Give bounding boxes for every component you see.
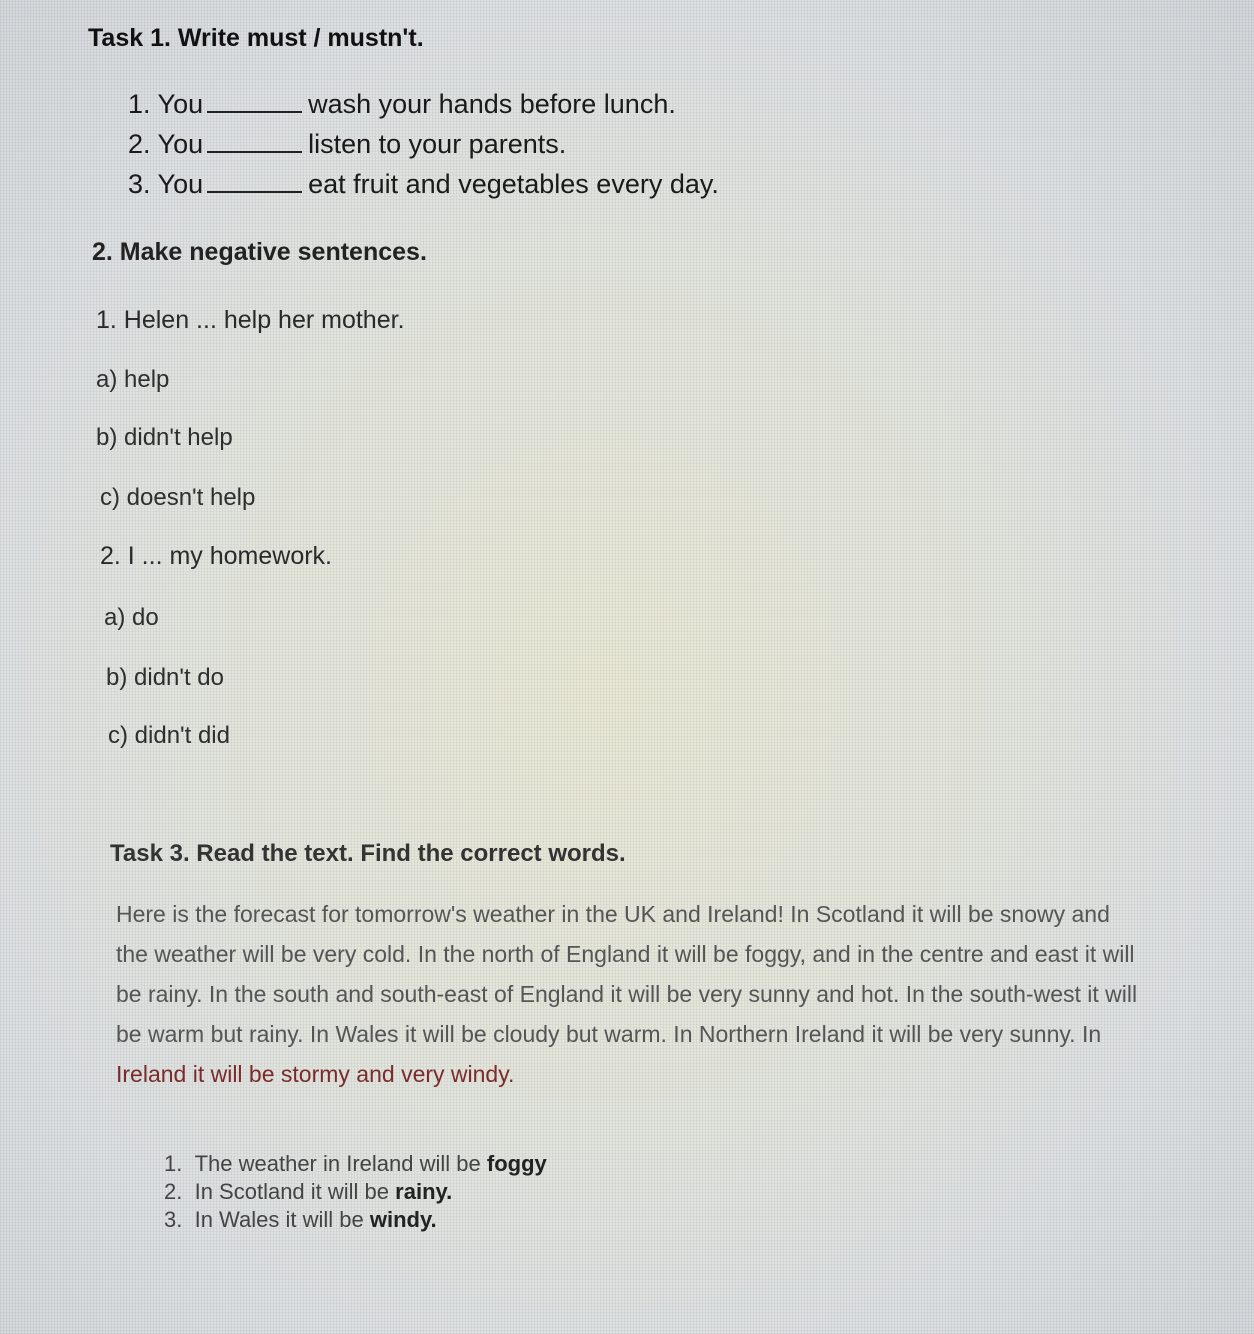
item-rest: listen to your parents. <box>308 129 567 159</box>
weather-text-main: Here is the forecast for tomorrow's weather in the UK and Ireland! In Scotland it will be snowy and the weather will be very cold. In the north of England it will be foggy, and in the centre and east it will be rainy. In the south and south-east of England it will be very sunny and hot. In the south-west it will be warm but rainy. In Wales it will be cloudy but warm. In Northern Ireland it will be very sunny. In <box>116 901 1138 1047</box>
task3-item <box>164 1206 547 1234</box>
task3-list <box>164 1150 547 1234</box>
item-text: In Scotland it will be <box>194 1179 390 1204</box>
item-subject: You <box>157 89 204 119</box>
item-number: 3. <box>128 169 151 199</box>
item-word: windy. <box>369 1207 437 1232</box>
item-subject: You <box>157 169 204 199</box>
option-2a[interactable]: a) do <box>104 604 159 631</box>
weather-text-highlight: Ireland it will be stormy and very windy. <box>116 1061 515 1087</box>
option-1c[interactable]: c) doesn't help <box>100 484 256 511</box>
weather-text <box>116 894 1146 1094</box>
item-number: 1. <box>128 89 151 119</box>
item-number: 2. <box>164 1179 183 1204</box>
item-word: rainy. <box>395 1179 453 1204</box>
item-text: In Wales it will be <box>194 1207 364 1232</box>
task3-item <box>164 1150 547 1178</box>
question-1: 1. Helen ... help her mother. <box>96 306 405 334</box>
item-subject: You <box>157 129 204 159</box>
item-word: foggy <box>486 1151 547 1176</box>
task3-title: Task 3. Read the text. Find the correct words. <box>110 840 626 867</box>
task1-item <box>128 84 719 124</box>
item-number: 1. <box>164 1151 183 1176</box>
question-2: 2. I ... my homework. <box>100 542 333 570</box>
task2-title: 2. Make negative sentences. <box>92 238 427 266</box>
task3-item <box>164 1178 547 1206</box>
answer-blank[interactable] <box>207 169 302 193</box>
option-2b[interactable]: b) didn't do <box>106 664 224 691</box>
task1-item <box>128 164 719 204</box>
answer-blank[interactable] <box>207 89 302 113</box>
item-number: 2. <box>128 129 151 159</box>
item-number: 3. <box>164 1207 183 1232</box>
option-2c[interactable]: c) didn't did <box>108 722 230 749</box>
task1-item <box>128 124 719 164</box>
item-text: The weather in Ireland will be <box>194 1151 481 1176</box>
item-rest: wash your hands before lunch. <box>308 89 676 119</box>
option-1a[interactable]: a) help <box>96 366 170 393</box>
answer-blank[interactable] <box>207 129 302 153</box>
task1-list <box>128 84 719 204</box>
option-1b[interactable]: b) didn't help <box>96 424 233 451</box>
task1-title: Task 1. Write must / mustn't. <box>88 24 424 52</box>
item-rest: eat fruit and vegetables every day. <box>308 169 719 199</box>
